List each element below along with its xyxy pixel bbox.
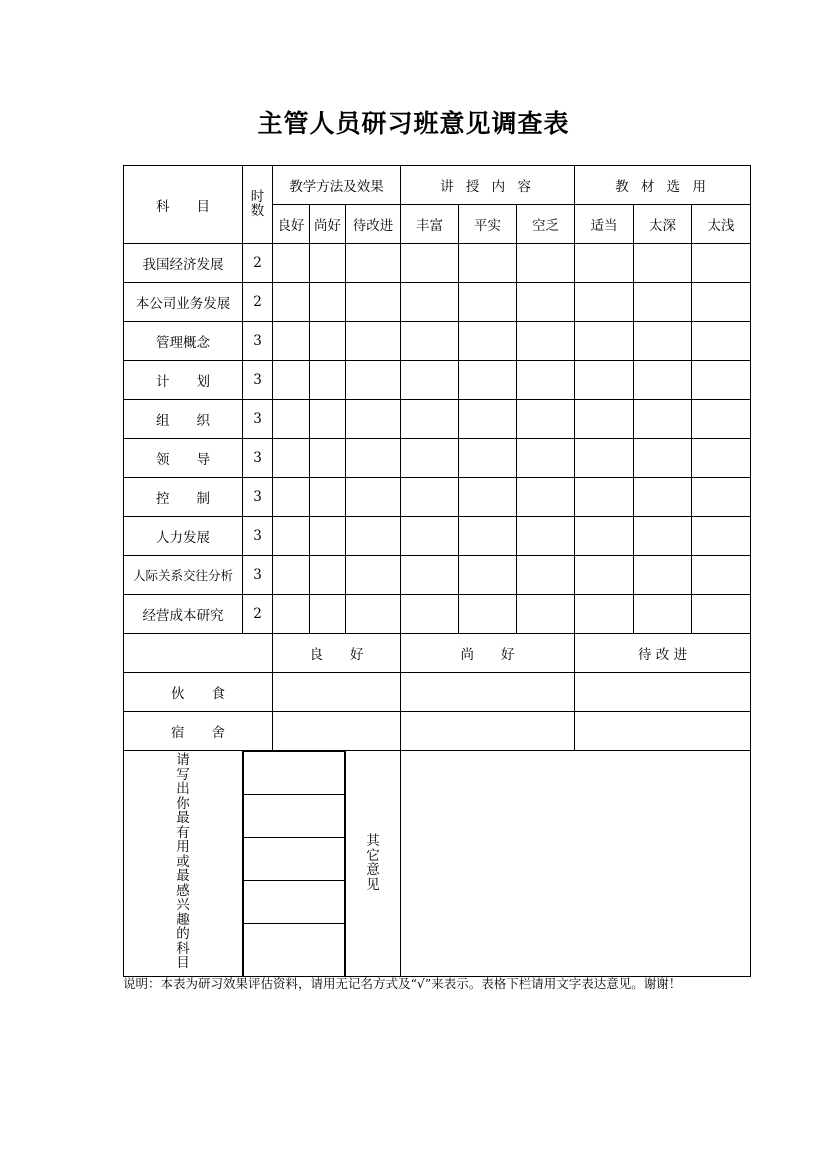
check-cell[interactable] (692, 283, 751, 322)
check-cell[interactable] (575, 517, 634, 556)
check-cell[interactable] (517, 361, 575, 400)
check-cell[interactable] (575, 400, 634, 439)
check-cell[interactable] (346, 595, 401, 634)
check-cell[interactable] (401, 322, 459, 361)
table-row (124, 439, 751, 478)
check-cell[interactable] (310, 478, 346, 517)
table-row (124, 244, 751, 283)
sub-header: 尚好 (310, 205, 346, 244)
subject-cell: 人际关系交往分析 (124, 556, 243, 595)
subject-cell: 控 制 (124, 478, 243, 517)
table-row (124, 478, 751, 517)
check-cell[interactable] (273, 556, 310, 595)
check-cell[interactable] (634, 400, 692, 439)
check-cell[interactable] (346, 517, 401, 556)
check-cell[interactable] (310, 244, 346, 283)
check-cell[interactable] (575, 283, 634, 322)
check-cell[interactable] (634, 517, 692, 556)
subject-cell: 领 导 (124, 439, 243, 478)
check-cell[interactable] (273, 283, 310, 322)
answer-line[interactable] (244, 838, 345, 881)
table-row (124, 400, 751, 439)
check-cell[interactable] (459, 283, 517, 322)
hours-cell: 3 (243, 322, 273, 361)
answer-line[interactable] (244, 795, 345, 838)
check-cell[interactable] (310, 400, 346, 439)
content-group-header: 讲 授 内 容 (401, 166, 575, 205)
rating-row-lodging (124, 712, 751, 751)
check-cell[interactable] (401, 595, 459, 634)
check-cell[interactable] (310, 283, 346, 322)
check-cell[interactable] (346, 439, 401, 478)
check-cell[interactable] (346, 400, 401, 439)
check-cell[interactable] (692, 556, 751, 595)
check-cell[interactable] (401, 478, 459, 517)
check-cell[interactable] (273, 595, 310, 634)
check-cell[interactable] (634, 556, 692, 595)
check-cell[interactable] (346, 322, 401, 361)
subject-cell: 计 划 (124, 361, 243, 400)
check-cell[interactable] (517, 595, 575, 634)
subject-header: 科 目 (124, 166, 243, 244)
check-cell[interactable] (634, 595, 692, 634)
check-cell[interactable] (575, 322, 634, 361)
check-cell[interactable] (310, 361, 346, 400)
useful-subjects-lines[interactable] (243, 751, 346, 977)
check-cell[interactable] (346, 556, 401, 595)
check-cell[interactable] (692, 400, 751, 439)
page-title: 主管人员研习班意见调查表 (257, 109, 570, 138)
check-cell[interactable] (517, 439, 575, 478)
check-cell[interactable] (634, 322, 692, 361)
check-cell[interactable] (575, 244, 634, 283)
check-cell[interactable] (401, 439, 459, 478)
answer-line[interactable] (244, 881, 345, 924)
check-cell[interactable] (634, 283, 692, 322)
check-cell[interactable] (401, 556, 459, 595)
hours-cell: 3 (243, 478, 273, 517)
check-cell[interactable] (273, 673, 401, 712)
table-row (124, 595, 751, 634)
check-cell[interactable] (634, 361, 692, 400)
check-cell[interactable] (517, 283, 575, 322)
hours-cell: 3 (243, 361, 273, 400)
check-cell[interactable] (459, 478, 517, 517)
check-cell[interactable] (459, 556, 517, 595)
check-cell[interactable] (575, 556, 634, 595)
table-row (124, 517, 751, 556)
hours-cell: 2 (243, 283, 273, 322)
check-cell[interactable] (459, 439, 517, 478)
hours-cell: 3 (243, 439, 273, 478)
subject-cell: 人力发展 (124, 517, 243, 556)
check-cell[interactable] (401, 244, 459, 283)
check-cell[interactable] (310, 517, 346, 556)
check-cell[interactable] (634, 439, 692, 478)
rating-good-header: 良 好 (273, 634, 401, 673)
check-cell[interactable] (459, 322, 517, 361)
check-cell[interactable] (692, 595, 751, 634)
check-cell[interactable] (401, 517, 459, 556)
check-cell[interactable] (634, 244, 692, 283)
table-row (124, 322, 751, 361)
subject-cell: 经营成本研究 (124, 595, 243, 634)
sub-header: 良好 (273, 205, 310, 244)
sub-header: 丰富 (401, 205, 459, 244)
table-row (124, 556, 751, 595)
subject-cell: 本公司业务发展 (124, 283, 243, 322)
other-opinion-label: 其它意见 (346, 751, 401, 977)
rating-row-food (124, 673, 751, 712)
header-row-1 (124, 166, 751, 205)
check-cell[interactable] (401, 361, 459, 400)
check-cell[interactable] (517, 322, 575, 361)
check-cell[interactable] (634, 478, 692, 517)
blank-cell (124, 634, 273, 673)
useful-subjects-list (243, 751, 345, 976)
check-cell[interactable] (310, 556, 346, 595)
check-cell[interactable] (517, 478, 575, 517)
check-cell[interactable] (401, 712, 575, 751)
check-cell[interactable] (692, 517, 751, 556)
method-group-header: 教学方法及效果 (273, 166, 401, 205)
footnote: 说明：本表为研习效果评估资料，请用无记名方式及“√”来表示。表格下栏请用文字表达意见。谢谢！ (123, 976, 682, 991)
useful-subjects-label: 请写出你最有用或最感兴趣的科目 (124, 751, 243, 977)
check-cell[interactable] (401, 283, 459, 322)
check-cell[interactable] (310, 439, 346, 478)
check-cell[interactable] (459, 400, 517, 439)
sub-header: 待改进 (346, 205, 401, 244)
answer-line[interactable] (244, 752, 345, 795)
check-cell[interactable] (459, 517, 517, 556)
check-cell[interactable] (346, 361, 401, 400)
hours-cell: 2 (243, 244, 273, 283)
hours-header: 时数 (243, 166, 273, 244)
comments-row (124, 751, 751, 977)
check-cell[interactable] (517, 244, 575, 283)
answer-line[interactable] (244, 924, 345, 977)
check-cell[interactable] (273, 712, 401, 751)
rating-header-row (124, 634, 751, 673)
material-group-header: 教 材 选 用 (575, 166, 751, 205)
check-cell[interactable] (346, 244, 401, 283)
subject-cell: 我国经济发展 (124, 244, 243, 283)
check-cell[interactable] (273, 361, 310, 400)
rating-improve-header: 待 改 进 (575, 634, 751, 673)
hours-cell: 2 (243, 595, 273, 634)
hours-cell: 3 (243, 556, 273, 595)
sub-header: 太深 (634, 205, 692, 244)
check-cell[interactable] (575, 478, 634, 517)
check-cell[interactable] (401, 673, 575, 712)
check-cell[interactable] (692, 244, 751, 283)
check-cell[interactable] (273, 439, 310, 478)
check-cell[interactable] (692, 478, 751, 517)
subject-cell: 管理概念 (124, 322, 243, 361)
check-cell[interactable] (517, 556, 575, 595)
check-cell[interactable] (692, 322, 751, 361)
check-cell[interactable] (273, 400, 310, 439)
check-cell[interactable] (575, 595, 634, 634)
lodging-label: 宿 舍 (124, 712, 273, 751)
food-label: 伙 食 (124, 673, 273, 712)
table-row (124, 283, 751, 322)
rating-fair-header: 尚 好 (401, 634, 575, 673)
sub-header: 太浅 (692, 205, 751, 244)
check-cell[interactable] (459, 244, 517, 283)
check-cell[interactable] (401, 400, 459, 439)
check-cell[interactable] (575, 673, 751, 712)
check-cell[interactable] (346, 283, 401, 322)
check-cell[interactable] (310, 595, 346, 634)
check-cell[interactable] (459, 595, 517, 634)
sub-header: 适当 (575, 205, 634, 244)
sub-header: 平实 (459, 205, 517, 244)
check-cell[interactable] (273, 244, 310, 283)
check-cell[interactable] (273, 478, 310, 517)
check-cell[interactable] (692, 361, 751, 400)
check-cell[interactable] (517, 517, 575, 556)
check-cell[interactable] (310, 322, 346, 361)
other-opinion-area[interactable] (401, 751, 751, 977)
survey-table (123, 165, 751, 977)
check-cell[interactable] (346, 478, 401, 517)
check-cell[interactable] (575, 361, 634, 400)
table-row (124, 361, 751, 400)
check-cell[interactable] (517, 400, 575, 439)
hours-cell: 3 (243, 400, 273, 439)
check-cell[interactable] (575, 712, 751, 751)
check-cell[interactable] (692, 439, 751, 478)
sub-header: 空乏 (517, 205, 575, 244)
check-cell[interactable] (575, 439, 634, 478)
hours-cell: 3 (243, 517, 273, 556)
check-cell[interactable] (273, 322, 310, 361)
check-cell[interactable] (273, 517, 310, 556)
subject-cell: 组 织 (124, 400, 243, 439)
check-cell[interactable] (459, 361, 517, 400)
